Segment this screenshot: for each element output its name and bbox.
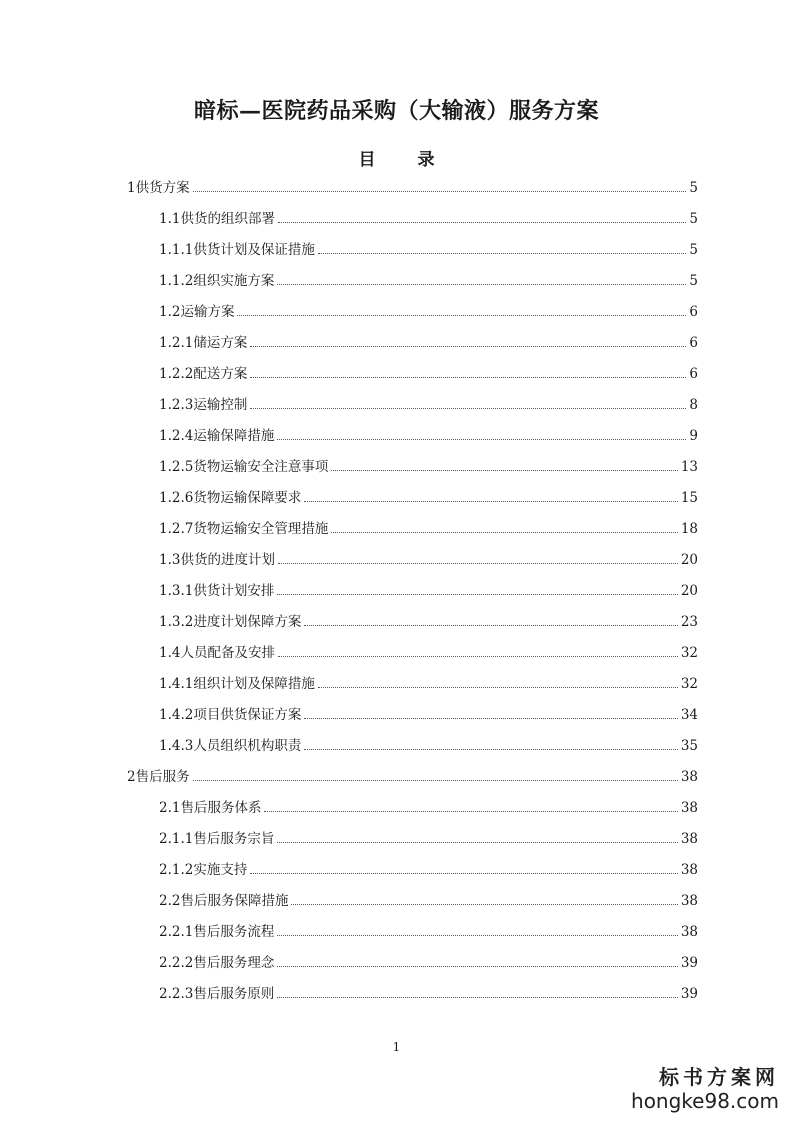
toc-entry[interactable]	[159, 798, 698, 818]
toc-dot-leader	[278, 222, 686, 223]
toc-entry[interactable]	[159, 364, 698, 384]
toc-dot-leader	[277, 284, 686, 285]
toc-dot-leader	[277, 997, 677, 998]
toc-entry-page: 38	[680, 862, 698, 878]
toc-entry[interactable]	[159, 674, 698, 694]
document-title: 暗标—医院药品采购（大输液）服务方案	[193, 98, 599, 124]
toc-entry-page: 6	[689, 335, 698, 351]
toc-entry[interactable]	[159, 488, 698, 508]
toc-dot-leader	[250, 346, 686, 347]
toc-entry[interactable]	[159, 829, 698, 849]
toc-entry[interactable]	[127, 767, 698, 787]
toc-dot-leader	[277, 935, 677, 936]
watermark	[631, 1065, 779, 1113]
toc-entry[interactable]	[159, 426, 698, 446]
toc-entry-page: 35	[680, 738, 698, 754]
toc-entry-label: 1.2.2配送方案	[159, 366, 248, 382]
toc-entry-label: 1.4.2项目供货保证方案	[159, 707, 302, 723]
toc-entry[interactable]	[159, 457, 698, 477]
toc-dot-leader	[304, 749, 677, 750]
toc-entry-label: 2.2.2售后服务理念	[159, 955, 275, 971]
toc-entry-page: 5	[689, 242, 698, 258]
toc-dot-leader	[331, 470, 677, 471]
toc-entry[interactable]	[159, 922, 698, 942]
toc-entry-label: 1.1.2组织实施方案	[159, 273, 275, 289]
toc-entry[interactable]	[159, 395, 698, 415]
toc-dot-leader	[250, 408, 686, 409]
toc-entry-page: 38	[680, 800, 698, 816]
toc-entry-page: 23	[680, 614, 698, 630]
toc-entry-page: 39	[680, 955, 698, 971]
toc-dot-leader	[193, 191, 687, 192]
toc-entry-page: 38	[680, 831, 698, 847]
toc-entry-page: 38	[680, 769, 698, 785]
toc-entry-label: 1.2.3运输控制	[159, 397, 248, 413]
toc-dot-leader	[250, 377, 686, 378]
toc-entry-page: 13	[680, 459, 698, 475]
toc-entry[interactable]	[159, 860, 698, 880]
toc-dot-leader	[277, 966, 677, 967]
toc-dot-leader	[237, 315, 686, 316]
toc-dot-leader	[304, 501, 677, 502]
toc-dot-leader	[250, 873, 677, 874]
toc-entry-page: 38	[680, 924, 698, 940]
toc-entry-label: 1.2.5货物运输安全注意事项	[159, 459, 329, 475]
toc-entry-label: 2.1.2实施支持	[159, 862, 248, 878]
toc-entry[interactable]	[159, 302, 698, 322]
toc-entry-label: 1.2.6货物运输保障要求	[159, 490, 302, 506]
toc-entry-page: 5	[689, 273, 698, 289]
toc-entry[interactable]	[159, 891, 698, 911]
toc-entry-label: 2.1售后服务体系	[159, 800, 262, 816]
toc-entry-label: 1.2.4运输保障措施	[159, 428, 275, 444]
toc-entry[interactable]	[159, 705, 698, 725]
toc-entry-label: 1.3供货的进度计划	[159, 552, 275, 568]
toc-entry-page: 5	[689, 211, 698, 227]
toc-dot-leader	[264, 811, 677, 812]
toc-entry-label: 1.2.1储运方案	[159, 335, 248, 351]
toc-entry[interactable]	[159, 209, 698, 229]
toc-entry-page: 9	[689, 428, 698, 444]
toc-entry-page: 38	[680, 893, 698, 909]
page-number: 1	[392, 1040, 401, 1054]
toc-dot-leader	[193, 780, 678, 781]
toc-entry-page: 20	[680, 552, 698, 568]
toc-entry-label: 1.1供货的组织部署	[159, 211, 275, 227]
toc-entry-label: 1.4.3人员组织机构职责	[159, 738, 302, 754]
toc-entry[interactable]	[159, 240, 698, 260]
toc-dot-leader	[277, 594, 677, 595]
toc-entry-label: 2.2.3售后服务原则	[159, 986, 275, 1002]
toc-entry-label: 2.2售后服务保障措施	[159, 893, 289, 909]
toc-entry-label: 2.2.1售后服务流程	[159, 924, 275, 940]
toc-entry-page: 18	[680, 521, 698, 537]
toc-entry-page: 39	[680, 986, 698, 1002]
watermark-text: 标书方案网	[659, 1065, 779, 1089]
toc-entry[interactable]	[159, 271, 698, 291]
toc-dot-leader	[304, 718, 677, 719]
toc-entry-page: 5	[689, 180, 698, 196]
toc-entry-page: 34	[680, 707, 698, 723]
toc-entry-label: 2售后服务	[127, 769, 190, 785]
toc-entry[interactable]	[159, 550, 698, 570]
toc-entry-label: 1.3.1供货计划安排	[159, 583, 275, 599]
toc-dot-leader	[291, 904, 677, 905]
toc-entry[interactable]	[127, 178, 698, 198]
watermark-url: hongke98.com	[631, 1089, 779, 1113]
toc-entry-page: 32	[680, 645, 698, 661]
toc-entry[interactable]	[159, 519, 698, 539]
toc-entry-label: 1.4.1组织计划及保障措施	[159, 676, 315, 692]
toc-dot-leader	[304, 625, 677, 626]
toc-entry[interactable]	[159, 984, 698, 1004]
toc-entry-label: 1供货方案	[127, 180, 190, 196]
toc-dot-leader	[278, 656, 678, 657]
toc-entry-label: 1.3.2进度计划保障方案	[159, 614, 302, 630]
toc-dot-leader	[278, 563, 678, 564]
toc-entry-label: 2.1.1售后服务宗旨	[159, 831, 275, 847]
toc-dot-leader	[277, 842, 677, 843]
toc-entry-page: 15	[680, 490, 698, 506]
toc-entry-label: 1.1.1供货计划及保证措施	[159, 242, 315, 258]
toc-entry-label: 1.4人员配备及安排	[159, 645, 275, 661]
toc-entry-page: 20	[680, 583, 698, 599]
toc-entry[interactable]	[159, 581, 698, 601]
toc-dot-leader	[331, 532, 677, 533]
toc-entry[interactable]	[159, 643, 698, 663]
toc-entry[interactable]	[159, 333, 698, 353]
toc-entry-label: 1.2.7货物运输安全管理措施	[159, 521, 329, 537]
toc-entry-page: 32	[680, 676, 698, 692]
toc-dot-leader	[318, 253, 687, 254]
toc-entry-label: 1.2运输方案	[159, 304, 235, 320]
toc-heading: 目 录	[358, 150, 453, 170]
toc-entry-page: 6	[689, 366, 698, 382]
toc-dot-leader	[318, 687, 678, 688]
toc-dot-leader	[277, 439, 686, 440]
toc-entry[interactable]	[159, 736, 698, 756]
toc-entry-page: 8	[689, 397, 698, 413]
toc-entry-page: 6	[689, 304, 698, 320]
toc-entry[interactable]	[159, 953, 698, 973]
toc-entry[interactable]	[159, 612, 698, 632]
